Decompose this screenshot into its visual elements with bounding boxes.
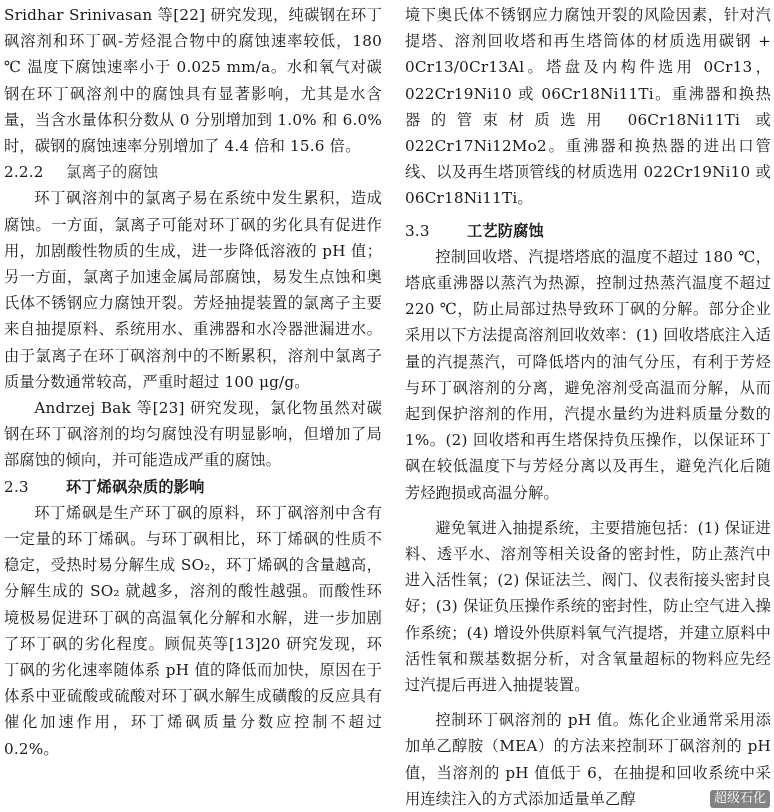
section-number: 3.3 (405, 221, 430, 240)
paragraph-oxygen-prevention: 避免氧进入抽提系统，主要措施包括：(1) 保证进料、透平水、溶剂等相关设备的密封性，防止蒸汽中进入活性氧；(2) 保证法兰、阀门、仪表衔接头密封良好；(3) 保证负压操作系统的密封性，防止空气进入操作系统；(4) 增设外供原料氧气汽提塔，并建立原料中活性氧和羰基数据分析，对含氧量超标的物料应先经过汽提后再进入抽提装置。 (405, 518, 771, 695)
section-title: 工艺防腐蚀 (467, 221, 544, 240)
section-heading-3-3 (405, 218, 771, 244)
section-heading-2-2-2 (4, 159, 382, 185)
paragraph-chloride: 环丁砜溶剂中的氯离子易在系统中发生累积，造成腐蚀。一方面，氯离子可能对环丁砜的劣化具有促进作用，加剧酸性物质的生成，进一步降低溶液的 pH 值；另一方面，氯离子加速金属局部腐蚀，易发生点蚀和奥氏体不锈钢应力腐蚀开裂。芳烃抽提装置的氯离子主要来自抽提原料、系统用水、重沸器和水冷器泄漏进水。由于氯离子在环丁砜溶剂中的不断累积，溶剂中氯离子质量分数通常较高，严重时超过 100 μg/g。 (4, 189, 382, 391)
right-column (405, 2, 771, 812)
paragraph-andrzej-bak: Andrzej Bak 等[23] 研究发现，氯化物虽然对碳钢在环丁砜溶剂的均匀腐蚀没有明显影响，但增加了局部腐蚀的倾向，并可能造成严重的腐蚀。 (4, 399, 382, 470)
section-title: 氯离子的腐蚀 (66, 163, 159, 182)
paragraph-temperature-control: 控制回收塔、汽提塔塔底的温度不超过 180 ℃，塔底重沸器以蒸汽为热源，控制过热蒸汽温度不超过 220 ℃，防止局部过热导致环丁砜的分解。部分企业采用以下方法提高溶剂回收效率：(1) 回收塔底注入适量的汽提蒸汽，可降低塔内的油气分压，有利于芳烃与环丁砜溶剂的分离，避免溶剂受高温而分解，从而起到保护溶剂的作用，汽提水量约为进料质量分数的 1%。(2) 回收塔和再生塔保持负压操作，以保证环丁砜在较低温度下与芳烃分离以及再生，避免汽化后随芳烃跑损或高温分解。 (405, 247, 771, 502)
watermark-logo: 超级石化 (710, 790, 770, 808)
paragraph-ph-control: 控制环丁砜溶剂的 pH 值。炼化企业通常采用添加单乙醇胺（MEA）的方法来控制环丁砜溶剂的 pH 值，当溶剂的 pH 值低于 6，在抽提和回收系统中采用连续注入的方式添加适量单乙醇 (405, 711, 771, 808)
section-number: 2.3 (4, 477, 29, 496)
section-number: 2.2.2 (4, 163, 44, 182)
paragraph-sulfolene: 环丁烯砜是生产环丁砜的原料，环丁砜溶剂中含有一定量的环丁烯砜。与环丁砜相比，环丁烯砜的性质不稳定，受热时易分解生成 SO₂，环丁烯砜的含量越高，分解生成的 SO₂ 就越多，溶剂的酸性越强。而酸性环境极易促进环丁砜的高温氧化分解和水解，进一步加剧了环丁砜的劣化程度。顾侃英等[13]20 研究发现，环丁砜的劣化速率随体系 pH 值的降低而加快，原因在于体系中亚硫酸或硫酸对环丁砜水解生成磺酸的反应具有催化加速作用，环丁烯砜质量分数应控制不超过 0.2%。 (4, 503, 382, 758)
section-title: 环丁烯砜杂质的影响 (66, 477, 205, 496)
paragraph-srinivasan: Sridhar Srinivasan 等[22] 研究发现，纯碳钢在环丁砜溶剂和环丁砜-芳烃混合物中的腐蚀速率较低，180 ℃ 温度下腐蚀速率小于 0.025 mm/a。水和氧气对碳钢在环丁砜溶剂中的腐蚀具有显著影响，尤其是水含量，当含水量体积分数从 0 分别增加到 1.0% 和 6.0% 时，碳钢的腐蚀速率分别增加了 4.4 倍和 15.6 倍。 (4, 6, 382, 156)
left-column (4, 2, 382, 762)
paragraph-materials: 境下奥氏体不锈钢应力腐蚀开裂的风险因素，针对汽提塔、溶剂回收塔和再生塔筒体的材质选用碳钢 + 0Cr13/0Cr13Al。塔盘及内构件选用 0Cr13，022Cr19Ni10 或 06Cr18Ni11Ti。重沸器和换热器的管束材质选用 06Cr18Ni11Ti 或 022Cr17Ni12Mo2。重沸器和换热器的进出口管线、以及再生塔顶管线的材质选用 022Cr19Ni10 或 06Cr18Ni11Ti。 (405, 6, 771, 208)
section-heading-2-3 (4, 474, 382, 500)
